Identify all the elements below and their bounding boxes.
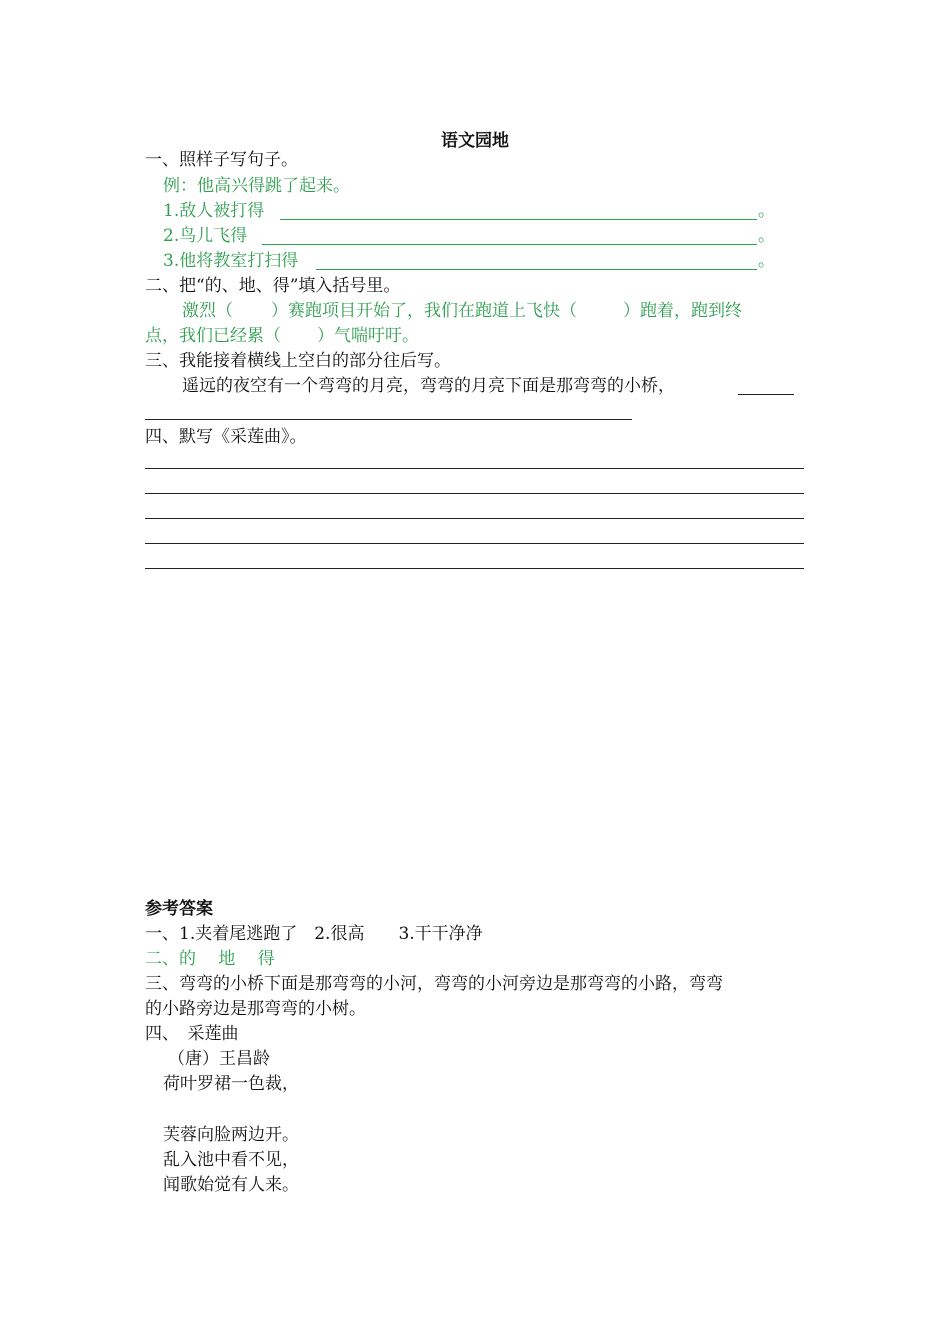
answer-2 [145, 948, 275, 970]
answer-4-label: 四、 采莲曲 [145, 1024, 239, 1044]
q1-item-2: 2.鸟儿飞得 [163, 226, 248, 246]
q1-item-1: 1.敌人被打得 [163, 201, 265, 221]
q1-heading: 一、照样子写句子。 [145, 150, 298, 170]
q2-part-3: ）跑着，跑到终 [623, 301, 742, 321]
q1-example: 例：他高兴得跳了起来。 [163, 176, 350, 196]
q2-sentence-line-2 [145, 325, 419, 347]
answer-2-prefix: 二、 [145, 949, 179, 969]
poem-author: （唐）王昌龄 [168, 1049, 270, 1069]
q4-answer-line-1[interactable] [145, 468, 804, 469]
q2-part-1: 激烈（ [182, 301, 233, 321]
q1-item-3: 3.他将教室打扫得 [163, 251, 299, 271]
poem-line-3: 乱入池中看不见， [163, 1150, 299, 1170]
poem-line-4: 闻歌始觉有人来。 [163, 1175, 299, 1195]
q3-answer-line-2[interactable] [145, 419, 632, 420]
q3-text: 遥远的夜空有一个弯弯的月亮，弯弯的月亮下面是那弯弯的小桥， [182, 376, 675, 396]
answers-heading: 参考答案 [145, 899, 213, 919]
page-title: 语文园地 [441, 131, 509, 151]
q3-answer-line-1[interactable] [738, 394, 794, 395]
q1-item-1-end: 。 [758, 201, 775, 221]
q2-part-5: ）气喘吁吁。 [317, 326, 419, 346]
poem-line-1: 荷叶罗裙一色裁， [163, 1074, 299, 1094]
q1-answer-line-2[interactable] [262, 244, 757, 245]
q2-sentence-line-1 [182, 300, 742, 322]
poem-line-2: 芙蓉向脸两边开。 [163, 1125, 299, 1145]
q2-part-4: 点，我们已经累（ [145, 326, 281, 346]
q4-answer-line-5[interactable] [145, 568, 804, 569]
answer-3-line-2: 的小路旁边是那弯弯的小树。 [145, 999, 366, 1019]
answer-3-line-1: 三、弯弯的小桥下面是那弯弯的小河，弯弯的小河旁边是那弯弯的小路，弯弯 [145, 974, 723, 994]
q2-heading: 二、把“的、地、得”填入括号里。 [145, 276, 401, 296]
q1-answer-line-3[interactable] [316, 269, 757, 270]
q3-heading: 三、我能接着横线上空白的部分往后写。 [145, 351, 451, 371]
q4-heading: 四、默写《采莲曲》。 [145, 427, 307, 447]
q4-answer-line-4[interactable] [145, 543, 804, 544]
q2-part-2: ）赛跑项目开始了，我们在跑道上飞快（ [271, 301, 577, 321]
q1-item-2-end: 。 [758, 226, 775, 246]
q4-answer-line-3[interactable] [145, 518, 804, 519]
answer-1: 一、1.夹着尾逃跑了 2.很高 3.干干净净 [145, 924, 483, 944]
q1-answer-line-1[interactable] [280, 219, 757, 220]
q4-answer-line-2[interactable] [145, 493, 804, 494]
q1-item-3-end: 。 [758, 251, 775, 271]
answer-2-words: 的 地 得 [179, 949, 275, 969]
